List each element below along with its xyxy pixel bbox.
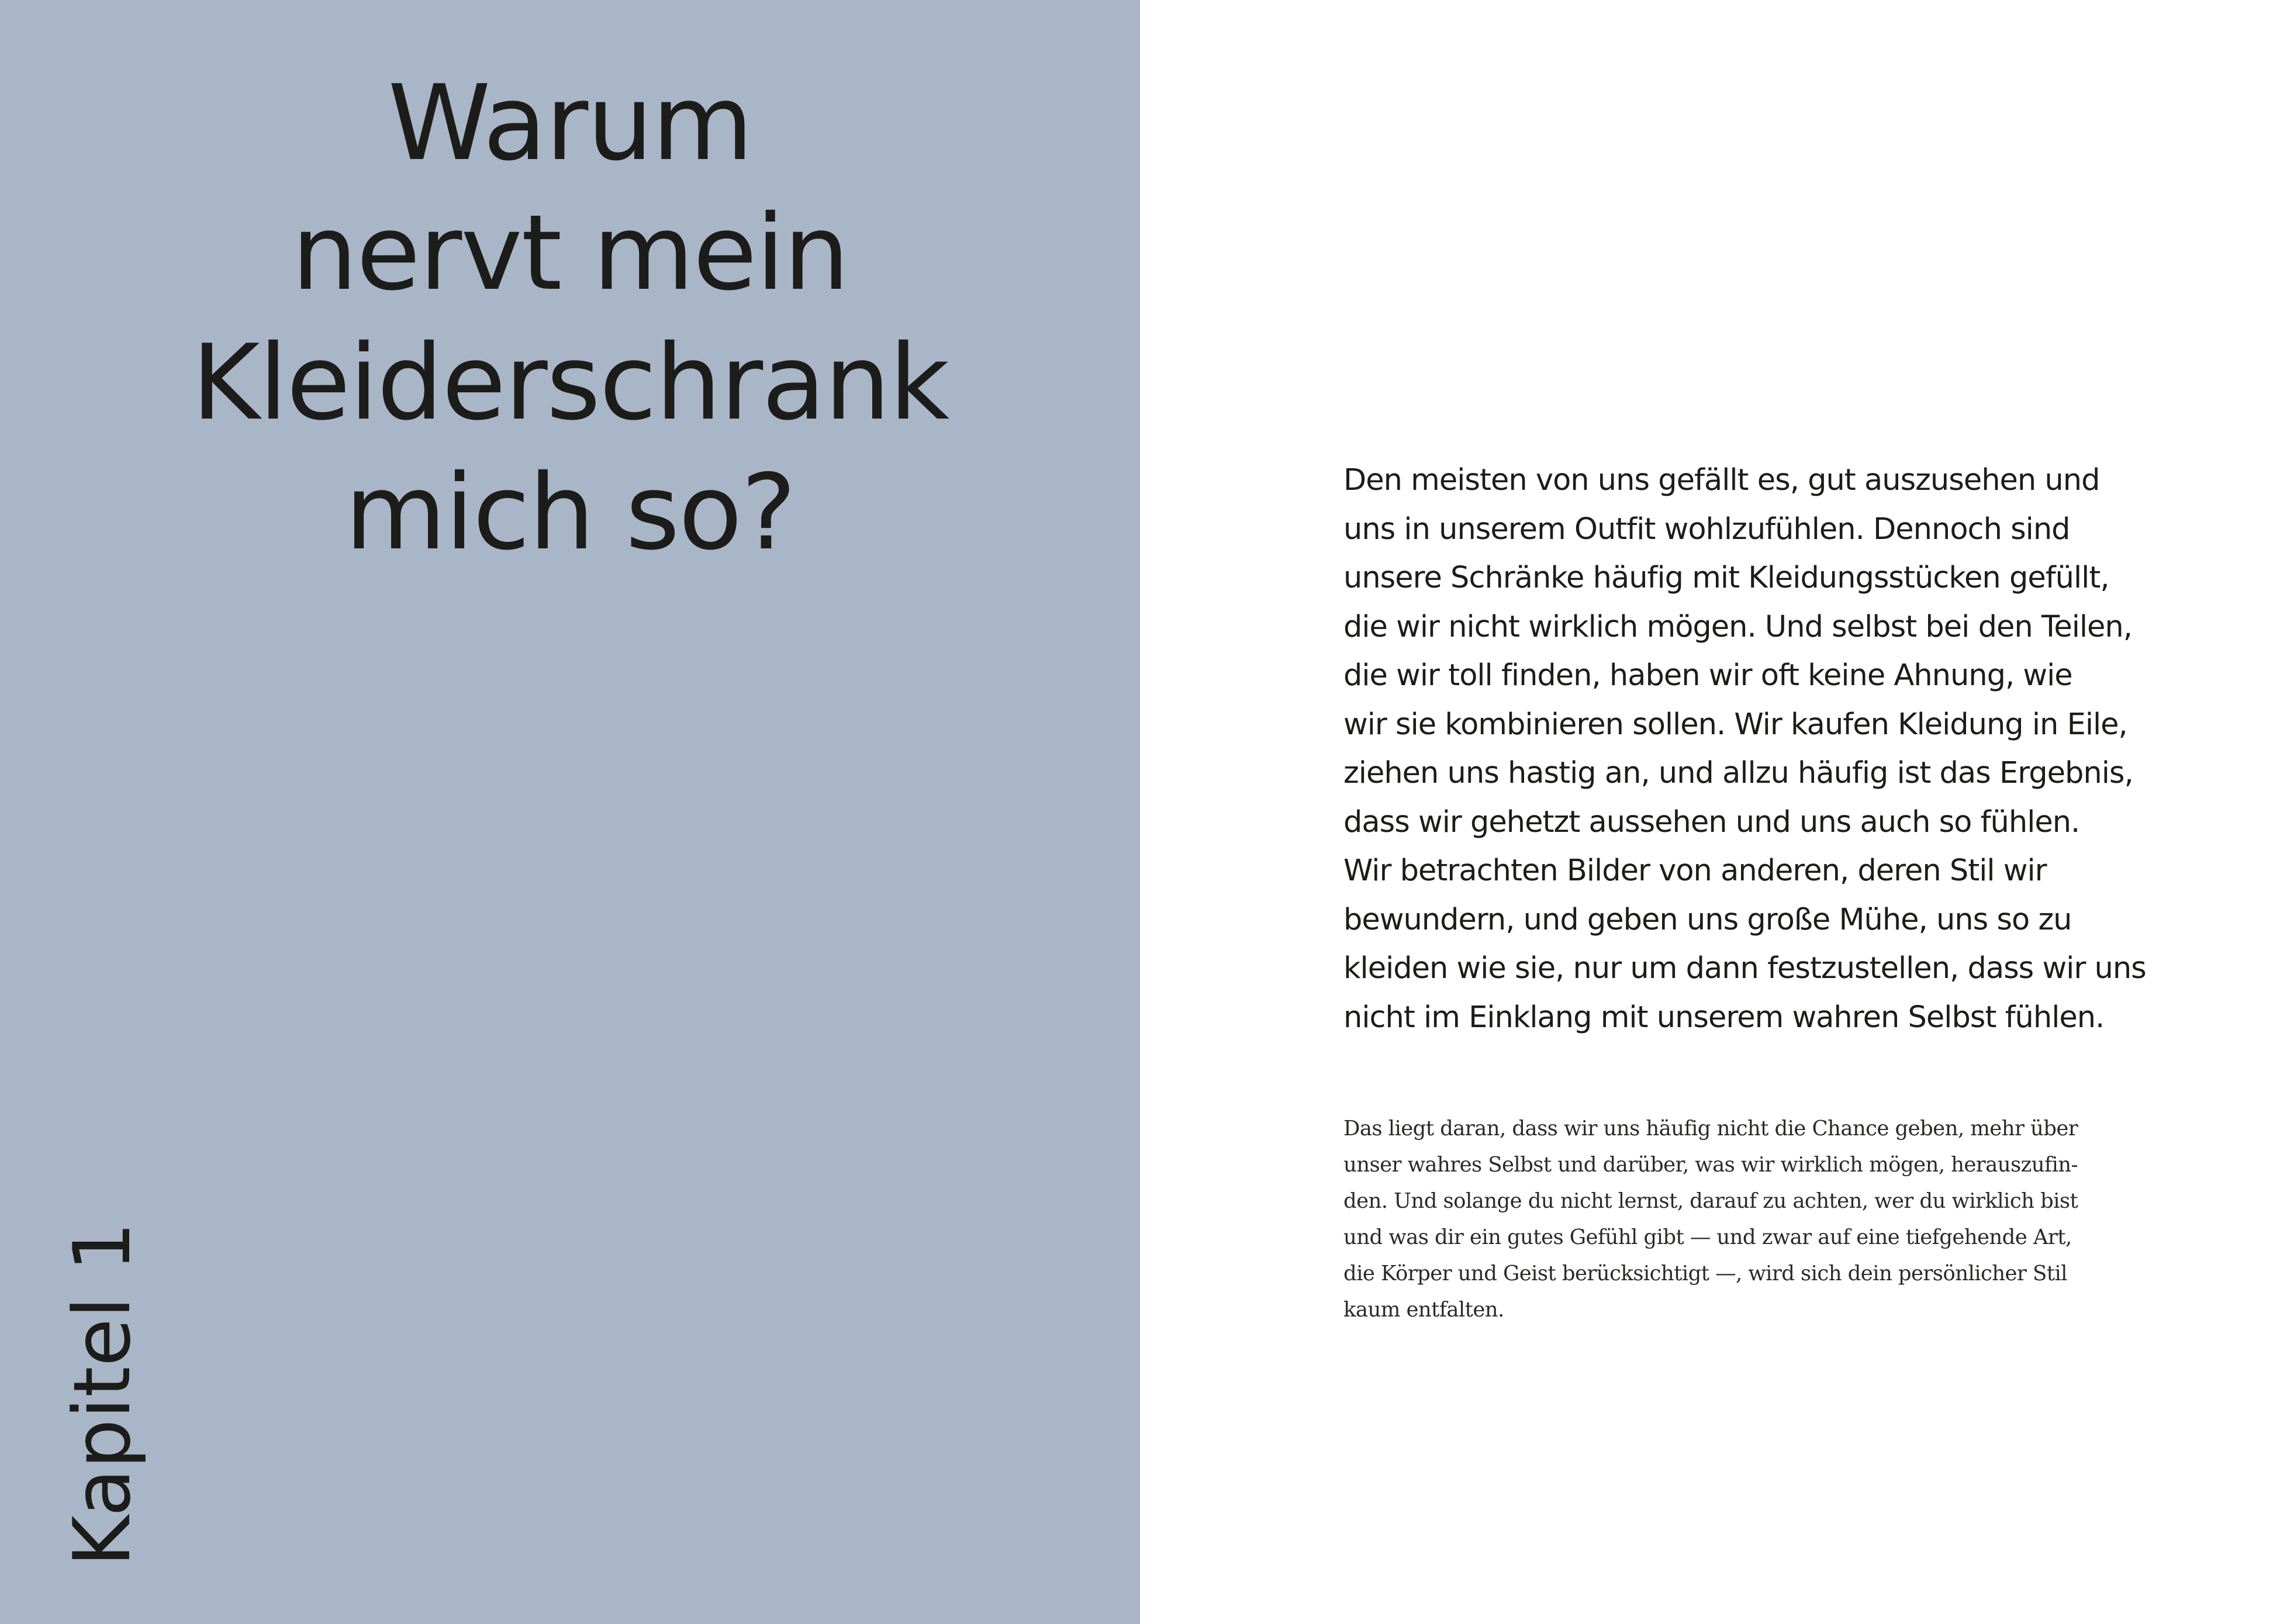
body-paragraph — [1343, 1111, 2103, 1328]
body-line: unser wahres Selbst und darüber, was wir wirklich mögen, herauszufin- — [1343, 1153, 2078, 1177]
lead-line: ziehen uns hastig an, und allzu häufig ist das Ergebnis, — [1343, 756, 2133, 790]
lead-line: Wir betrachten Bilder von anderen, deren Stil wir — [1343, 854, 2047, 888]
body-line: den. Und solange du nicht lernst, darauf zu achten, wer du wirklich bist — [1343, 1189, 2078, 1213]
chapter-title-line: Kleiderschrank — [191, 322, 949, 443]
lead-line: die wir toll finden, haben wir oft keine Ahnung, wie — [1343, 658, 2072, 693]
lead-line: nicht im Einklang mit unserem wahren Selbst fühlen. — [1343, 1000, 2105, 1035]
lead-line: die wir nicht wirklich mögen. Und selbst bei den Teilen, — [1343, 609, 2132, 644]
body-line: und was dir ein gutes Gefühl gibt — und zwar auf eine tiefgehende Art, — [1343, 1225, 2072, 1249]
lead-line: uns in unserem Outfit wohlzufühlen. Dennoch sind — [1343, 512, 2070, 547]
chapter-title-line: Warum — [388, 63, 752, 184]
lead-line: wir sie kombinieren sollen. Wir kaufen Kleidung in Eile, — [1343, 707, 2127, 742]
lead-line: unsere Schränke häufig mit Kleidungsstücken gefüllt, — [1343, 561, 2109, 595]
chapter-label: Kapitel 1 — [57, 1222, 148, 1567]
chapter-title — [0, 58, 1140, 578]
body-line: kaum entfalten. — [1343, 1298, 1504, 1322]
chapter-title-line: mich so? — [344, 452, 796, 573]
lead-line: bewundern, und geben uns große Mühe, uns so zu — [1343, 902, 2072, 937]
chapter-title-line: nervt mein — [291, 192, 849, 313]
body-line: die Körper und Geist berücksichtigt —, wird sich dein persönlicher Stil — [1343, 1262, 2067, 1286]
lead-line: dass wir gehetzt aussehen und uns auch so fühlen. — [1343, 804, 2080, 839]
lead-paragraph — [1343, 456, 2146, 1042]
lead-line: kleiden wie sie, nur um dann festzustellen, dass wir uns — [1343, 951, 2146, 986]
body-line: Das liegt daran, dass wir uns häufig nicht die Chance geben, mehr über — [1343, 1117, 2078, 1141]
lead-line: Den meisten von uns gefällt es, gut auszusehen und — [1343, 463, 2100, 497]
